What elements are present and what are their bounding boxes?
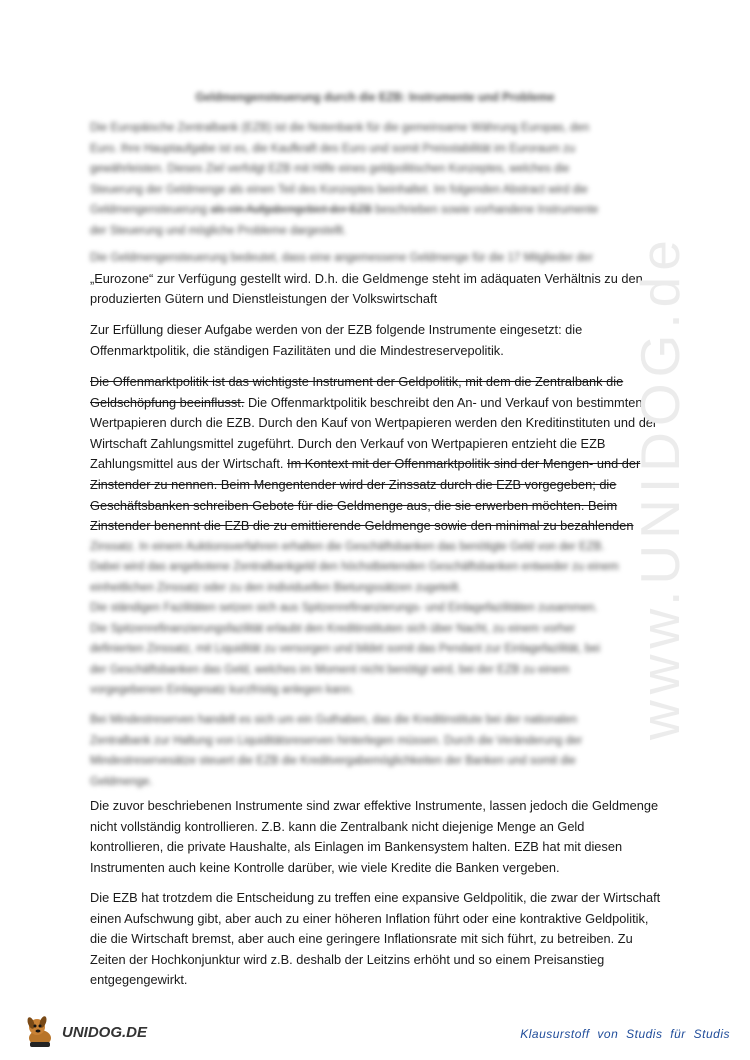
text-line: Mindestreservesätze steuert die EZB die Kreditvergabemöglichkeiten der Banken und somit die — [90, 755, 576, 768]
struck-text: als ein Aufgabengebiet der EZB — [210, 204, 372, 217]
paragraph-reserves — [90, 710, 668, 792]
text-line: Zinssatz. In einem Auktionsverfahren erhalten die Geschäftsbanken das benötigte Geld von der EZB. — [90, 540, 605, 553]
text-line: Steuerung der Geldmenge als einen Teil des Konzeptes beinhaltet. Im folgenden Abstract wird die — [90, 183, 588, 196]
text-line: Die Europäische Zentralbank (EZB) ist die Notenbank für die gemeinsame Währung Europas, den — [90, 122, 590, 134]
text-line: „Eurozone“ zur Verfügung gestellt wird. D.h. die Geldmenge steht im adäquaten Verhältnis zu den — [90, 270, 643, 286]
dog-icon — [22, 1014, 58, 1050]
text-line: gewährleisten. Dieses Ziel verfolgt EZB mit Hilfe eines geldpolitischen Konzeptes, welches die — [90, 163, 570, 176]
text-line: Instrumenten auch keine Kontrolle darüber, wie viele Kredite die Banken vergeben. — [90, 859, 560, 875]
paragraph-decision — [90, 888, 668, 991]
text-line: Offenmarktpolitik, die ständigen Fazilitäten und die Mindestreservepolitik. — [90, 342, 504, 358]
text-line: kontrollieren, die private Haushalte, als Einlagen im Bankensystem halten. EZB hat mit diesen — [90, 839, 623, 855]
text-line: Wertpapieren durch die EZB. Durch den Kauf von Wertpapieren werden den Kreditinstituten und der — [90, 415, 658, 431]
text-line: produzierten Gütern und Dienstleistungen der Volkswirtschaft — [90, 291, 438, 307]
text-line: Zur Erfüllung dieser Aufgabe werden von der EZB folgende Instrumente eingesetzt: die — [90, 322, 583, 337]
unidog-logo[interactable] — [22, 1012, 147, 1052]
text-line: entgegengewirkt. — [90, 972, 188, 988]
struck-text: Geldschöpfung beeinflusst. — [90, 394, 245, 410]
paragraph-instruments — [90, 320, 668, 361]
text-line: die die Wirtschaft bremst, aber auch eine geringere Inflationsrate mit sich führt, zu betreiben. Zu — [90, 931, 633, 947]
text-segment: Zahlungsmittel aus der Wirtschaft. — [90, 456, 284, 472]
struck-text: Im Kontext mit der Offenmarktpolitik sind der Mengen- und der — [287, 456, 641, 472]
text-line: Bei Mindestreserven handelt es sich um ein Guthaben, das die Kreditinstitute bei der nationalen — [90, 714, 578, 726]
text-line: Die zuvor beschriebenen Instrumente sind zwar effektive Instrumente, lassen jedoch die Geldmenge — [90, 798, 659, 813]
text-line: Die Geldmengensteuerung bedeutet, dass eine angemessene Geldmenge für die 17 Mitglieder der — [90, 252, 594, 264]
text-line: Die EZB hat trotzdem die Entscheidung zu treffen eine expansive Geldpolitik, die zwar der Wirtschaft — [90, 890, 661, 905]
text-line: Zentralbank zur Haltung von Liquiditätsreserven hinterlegen müssen. Durch die Veränderung der — [90, 734, 583, 747]
text-line: der Geschäftsbanken das Geld, welches im Moment nicht benötigt wird, bei der EZB zu einem — [90, 663, 570, 676]
text-line — [90, 393, 668, 414]
text-line: einheitlichen Zinssatz oder zu den individuellen Bietungssätzen zugeteilt. — [90, 581, 462, 594]
document-title: Geldmengensteuerung durch die EZB: Instrumente und Probleme — [195, 92, 555, 104]
paragraph-problems — [90, 796, 668, 878]
text-line: Wirtschaft Zahlungsmittel zugeführt. Durch den Verkauf von Wertpapieren entzieht die EZB — [90, 435, 606, 451]
text-line: Zeiten der Hochkonjunktur wird z.B. deshalb der Leitzins erhöht und so einem Preisanstieg — [90, 951, 605, 967]
struck-text: Zinstender zu nennen. Beim Mengentender wird der Zinssatz durch die EZB vorgegeben; die — [90, 476, 617, 492]
text-line: der Steuerung und mögliche Probleme dargestellt. — [90, 224, 347, 237]
text-line: Die Spitzenrefinanzierungsfazilität erlaubt den Kreditinstituten sich über Nacht, zu einem vorher — [90, 622, 576, 635]
paragraph-open-market — [90, 372, 668, 599]
text-line — [90, 454, 668, 475]
paragraph-definition — [90, 248, 668, 310]
text-line: Euro. Ihre Hauptaufgabe ist es, die Kaufkraft des Euro und somit Preisstabilität im Euroraum zu — [90, 142, 576, 155]
text-segment: beschrieben sowie vorhandene Instrumente — [375, 204, 599, 217]
text-line: definierten Zinssatz, mit Liquidität zu versorgen und bildet somit das Pendant zur Einlagefazilität, bei — [90, 643, 601, 656]
struck-text: Die Offenmarktpolitik ist das wichtigste Instrument der Geldpolitik, mit dem die Zentralbank die — [90, 374, 624, 389]
text-line: Dabei wird das angebotene Zentralbankgeld den höchstbietenden Geschäftsbanken entweder zu einem — [90, 561, 619, 574]
text-line: vorgegebenen Einlagesatz kurzfristig anlegen kann. — [90, 684, 355, 697]
text-line: einen Aufschwung gibt, aber auch zu einer höheren Inflation führt oder eine kontraktive Geldpolitik, — [90, 910, 649, 926]
watermark: www.UNIDOG.de — [629, 234, 691, 740]
text-line: Die ständigen Fazilitäten setzen sich aus Spitzenrefinanzierungs- und Einlagefazilitäten zusammen. — [90, 602, 598, 614]
paragraph-facilities — [90, 598, 668, 701]
text-line: nicht vollständig kontrollieren. Z.B. kann die Zentralbank nicht diejenige Menge an Geld — [90, 818, 585, 834]
paragraph-intro — [90, 118, 668, 242]
logo-text: UNIDOG.DE — [62, 1023, 148, 1041]
text-segment: Geldmengensteuerung — [90, 204, 207, 217]
text-segment: Die Offenmarktpolitik beschreibt den An- und Verkauf von bestimmten — [247, 394, 643, 410]
text-line — [90, 200, 668, 221]
struck-text: Zinstender benennt die EZB die zu emittierende Geldmenge sowie den minimal zu bezahlenden — [90, 518, 634, 534]
footer-tagline: Klausurstoff von Studis für Studis — [520, 1027, 730, 1041]
struck-text: Geschäftsbanken schreiben Gebote für die Geldmenge aus, die sie erwerben möchten. Beim — [90, 497, 618, 513]
text-line: Geldmenge. — [90, 775, 153, 788]
